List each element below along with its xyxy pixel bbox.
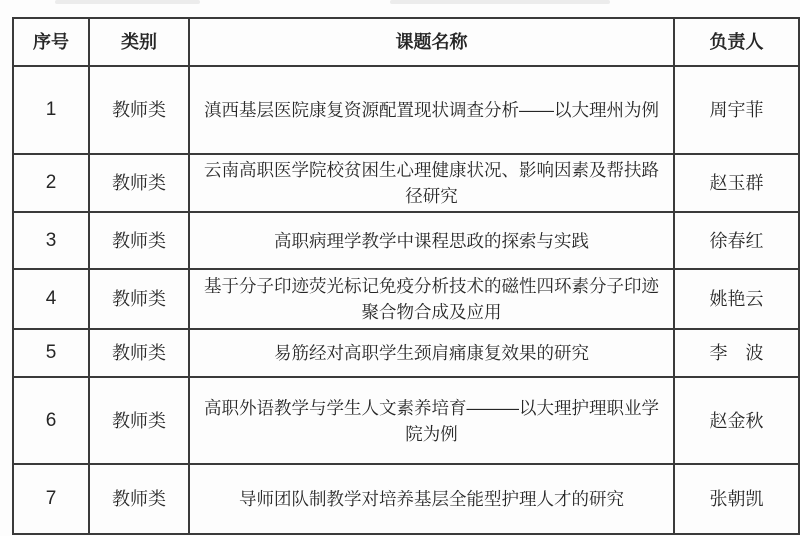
cell-category: 教师类 bbox=[89, 464, 189, 534]
cell-category: 教师类 bbox=[89, 154, 189, 212]
cell-leader: 姚艳云 bbox=[674, 269, 799, 329]
cell-no: 7 bbox=[13, 464, 89, 534]
col-header-no: 序号 bbox=[13, 18, 89, 66]
cell-leader: 赵金秋 bbox=[674, 377, 799, 464]
table-row bbox=[13, 269, 799, 329]
cell-no: 2 bbox=[13, 154, 89, 212]
cell-title: 滇西基层医院康复资源配置现状调查分析——以大理州为例 bbox=[189, 66, 674, 154]
cell-no: 3 bbox=[13, 212, 89, 269]
table-row bbox=[13, 329, 799, 377]
cropped-text-remnant bbox=[390, 0, 610, 4]
cell-category: 教师类 bbox=[89, 377, 189, 464]
cell-title: 基于分子印迹荧光标记免疫分析技术的磁性四环素分子印迹聚合物合成及应用 bbox=[189, 269, 674, 329]
cell-no: 5 bbox=[13, 329, 89, 377]
cell-category: 教师类 bbox=[89, 212, 189, 269]
table-row bbox=[13, 154, 799, 212]
cell-no: 4 bbox=[13, 269, 89, 329]
cell-title: 高职外语教学与学生人文素养培育———以大理护理职业学院为例 bbox=[189, 377, 674, 464]
cell-title: 导师团队制教学对培养基层全能型护理人才的研究 bbox=[189, 464, 674, 534]
cell-leader: 张朝凯 bbox=[674, 464, 799, 534]
col-header-category: 类别 bbox=[89, 18, 189, 66]
cell-leader: 李 波 bbox=[674, 329, 799, 377]
cell-category: 教师类 bbox=[89, 66, 189, 154]
table-row bbox=[13, 212, 799, 269]
cell-leader: 徐春红 bbox=[674, 212, 799, 269]
cell-leader: 周宇菲 bbox=[674, 66, 799, 154]
cell-title: 云南高职医学院校贫困生心理健康状况、影响因素及帮扶路径研究 bbox=[189, 154, 674, 212]
cropped-text-remnant bbox=[55, 0, 200, 4]
cell-category: 教师类 bbox=[89, 329, 189, 377]
project-list-table bbox=[12, 17, 800, 535]
cell-category: 教师类 bbox=[89, 269, 189, 329]
col-header-title: 课题名称 bbox=[189, 18, 674, 66]
table-header-row bbox=[13, 18, 799, 66]
cell-title: 易筋经对高职学生颈肩痛康复效果的研究 bbox=[189, 329, 674, 377]
table-row bbox=[13, 464, 799, 534]
cell-title: 高职病理学教学中课程思政的探索与实践 bbox=[189, 212, 674, 269]
cell-no: 1 bbox=[13, 66, 89, 154]
cell-no: 6 bbox=[13, 377, 89, 464]
table-row bbox=[13, 377, 799, 464]
table-row bbox=[13, 66, 799, 154]
col-header-leader: 负责人 bbox=[674, 18, 799, 66]
cell-leader: 赵玉群 bbox=[674, 154, 799, 212]
